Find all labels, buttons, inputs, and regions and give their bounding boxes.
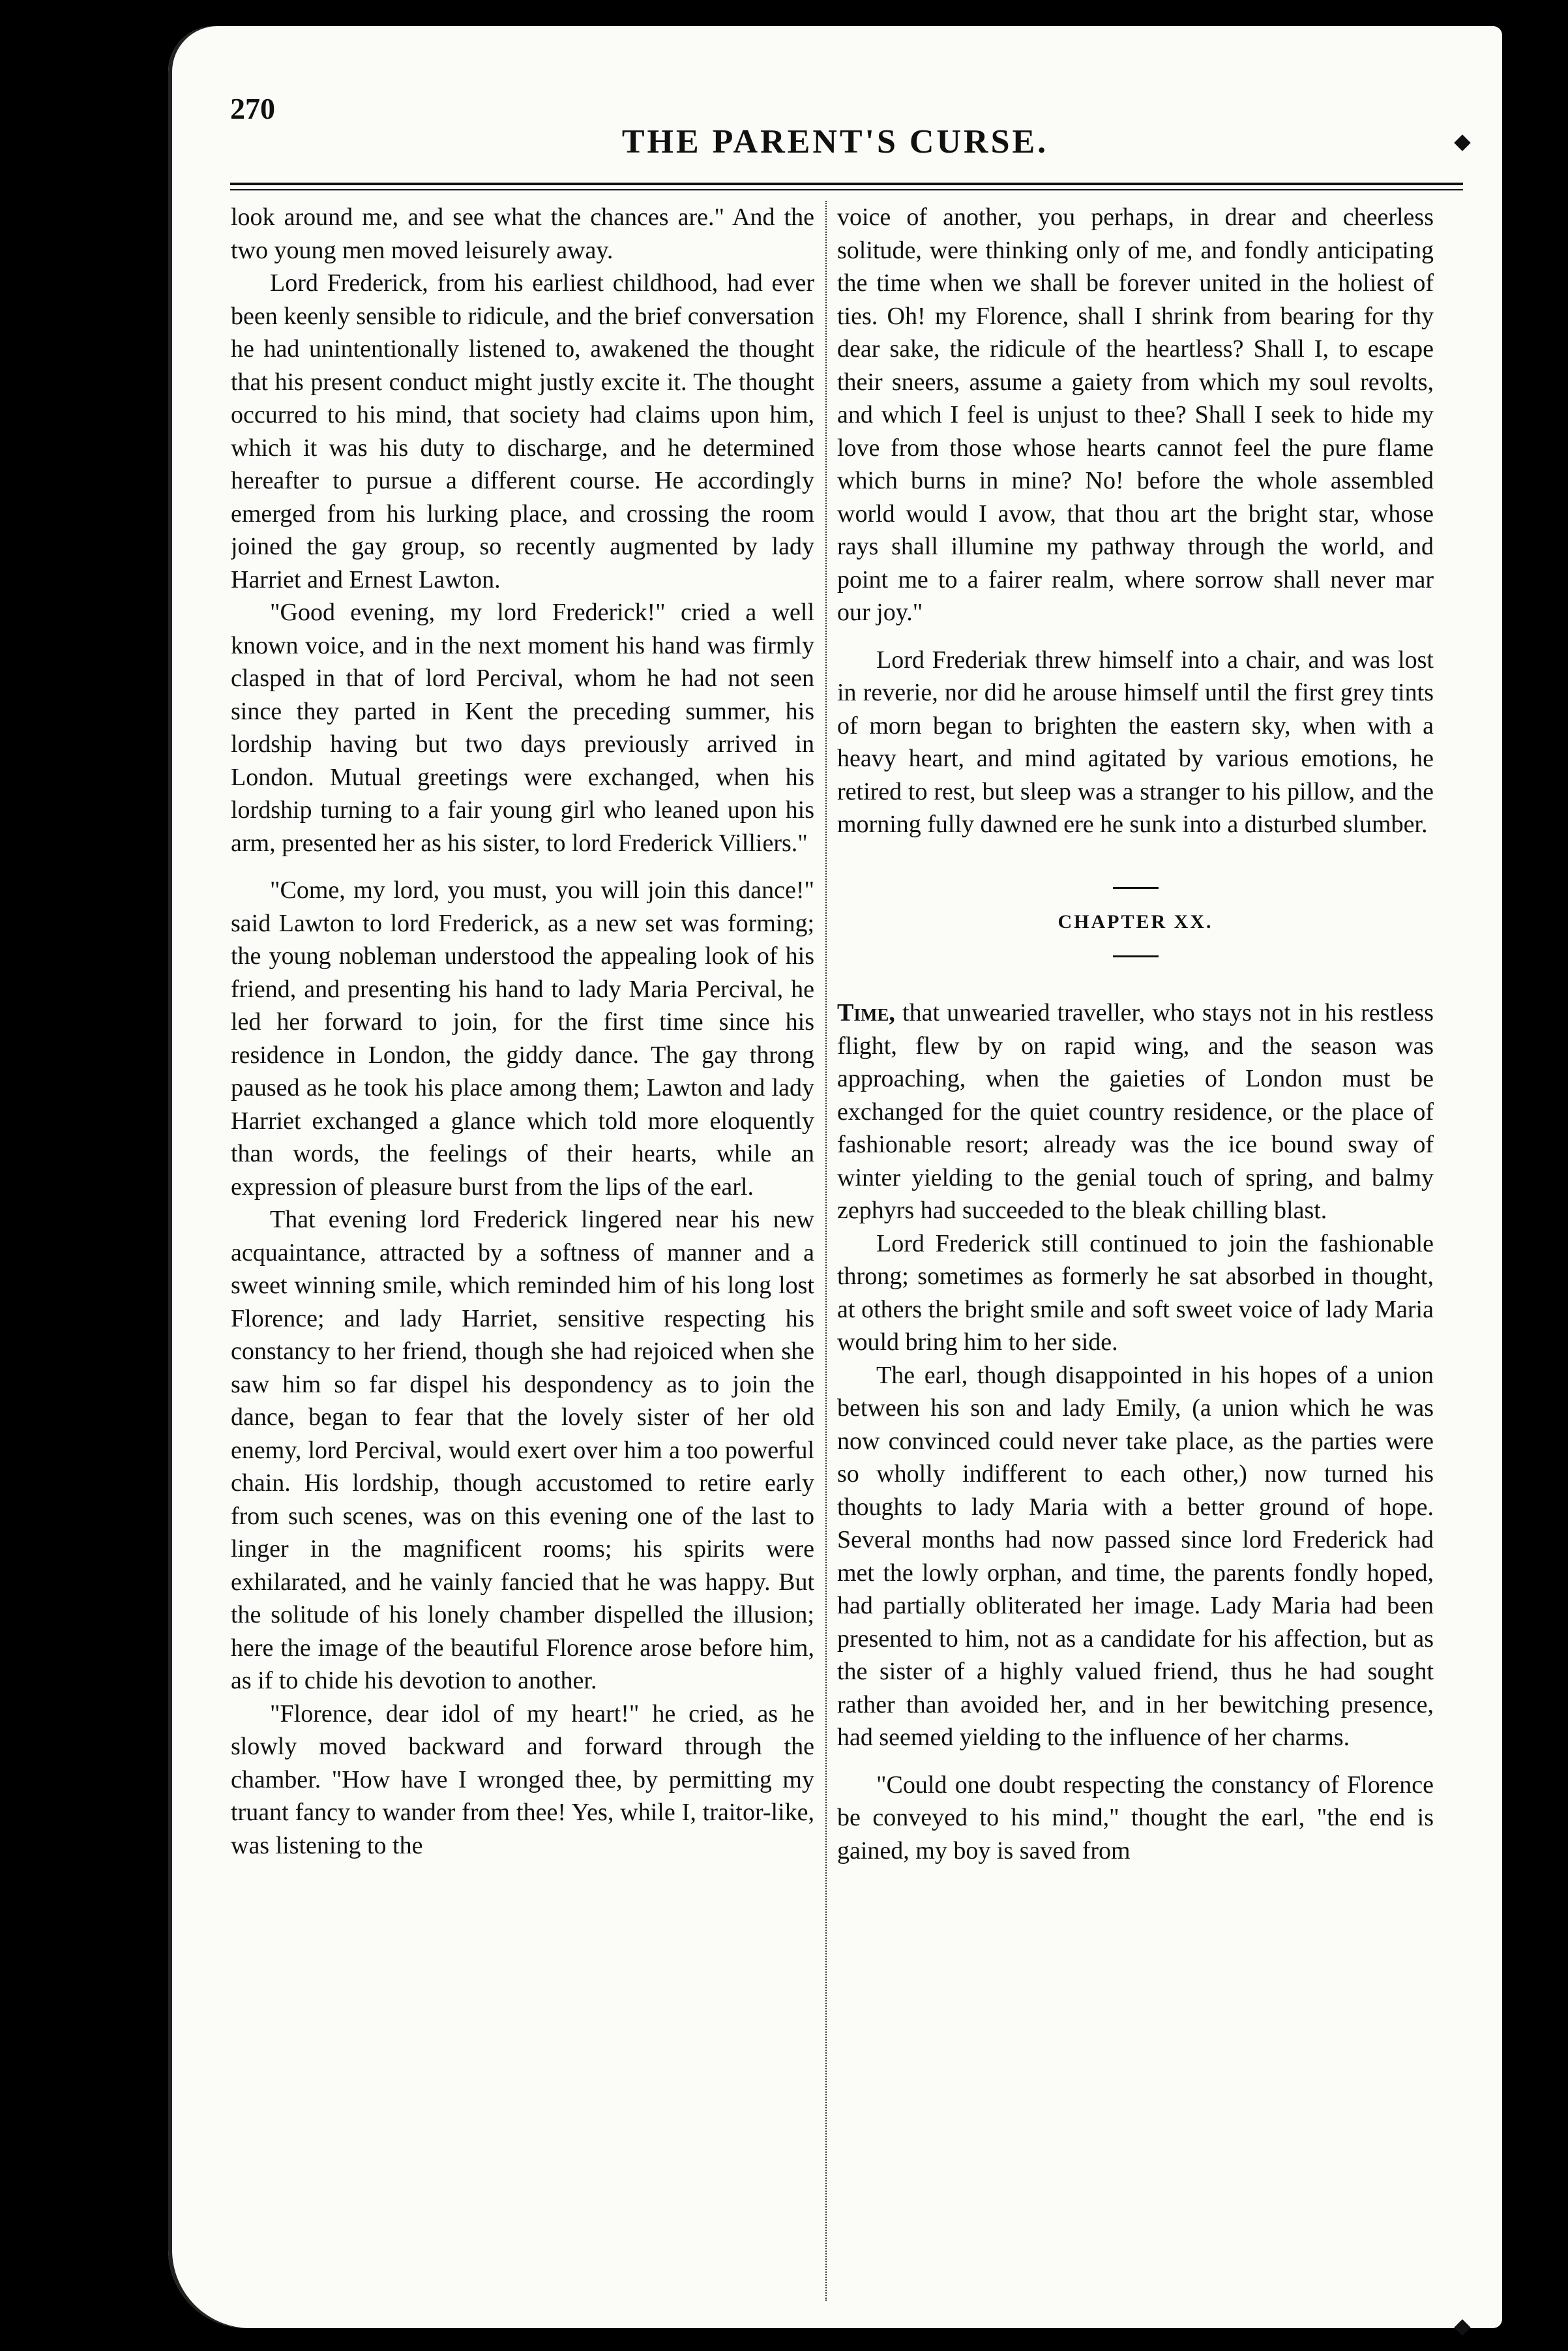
chapter-opening-paragraph	[837, 996, 1434, 1227]
page-number: 270	[230, 92, 275, 125]
chapter-rule-bottom	[1113, 955, 1159, 957]
paragraph: Lord Frederick still continued to join the fashionable throng; sometimes as formerly he sat absorbed in thought, at others the bright smile and soft sweet voice of lady Maria would bring him to her side.	[837, 1229, 1434, 1356]
chapter-heading: CHAPTER XX.	[1058, 910, 1213, 933]
chapter-first-word: Time,	[837, 999, 895, 1026]
left-column	[231, 201, 814, 2301]
book-page	[168, 26, 1502, 2328]
paragraph: Lord Frederiak threw himself into a chair, and was lost in reverie, nor did he arouse himself until the first grey tints of morn began to brighten the eastern sky, when with a heavy heart, and mind agitated by various emotions, he retired to rest, but sleep was a stranger to his pillow, and the morning fully dawned ere he sunk into a disturbed slumber.	[837, 646, 1434, 838]
chapter-rule-top	[1113, 887, 1159, 889]
running-title: THE PARENT'S CURSE.	[621, 123, 1049, 160]
paragraph: That evening lord Frederick lingered near his new acquaintance, attracted by a softness of manner and a sweet winning smile, which reminded him of his long lost Florence; and lady Harriet, sensitive respecting his constancy to her friend, though she had rejoiced when she saw him so far dispel his despondency as to join the dance, began to fear that the lovely sister of her old enemy, lord Percival, would exert over him a too powerful chain. His lordship, though accustomed to retire early from such scenes, was on this evening one of the last to linger in the magnificent rooms; his spirits were exhilarated, and he vainly fancied that he was happy. But the solitude of his lonely chamber dispelled the illusion; here the image of the beautiful Florence arose before him, as if to chide his devotion to another.	[231, 1206, 814, 1694]
paragraph: "Florence, dear idol of my heart!" he cried, as he slowly moved backward and forward through the chamber. "How have I wronged thee, by permitting my truant fancy to wander from thee! Yes, while I, traitor-like, was listening to the	[231, 1700, 814, 1859]
column-divider	[825, 201, 827, 2301]
ornament-diamond-bottom	[1454, 2319, 1470, 2335]
paragraph: "Could one doubt respecting the constancy of Florence be conveyed to his mind," thought the earl, "the end is gained, my boy is saved from	[837, 1771, 1434, 1864]
paragraph: "Come, my lord, you must, you will join this dance!" said Lawton to lord Frederick, as a new set was forming; the young nobleman understood the appealing look of his friend, and presenting his hand to lady Maria Percival, he led her forward to join, for the first time since his residence in London, the giddy dance. The gay throng paused as he took his place among them; Lawton and lady Harriet exchanged a glance which told more eloquently than words, the feelings of their hearts, while an expression of pleasure burst from the lips of the earl.	[231, 876, 814, 1201]
paragraph: The earl, though disappointed in his hopes of a union between his son and lady Emily, (a union which he was now convinced could never take place, as the parties were so wholly indifferent to each other,) now turned his thoughts to lady Maria with a better ground of hope. Several months had now passed since lord Frederick had met the lowly orphan, and time, the parents fondly hoped, had partially obliterated her image. Lady Maria had been presented to him, not as a candidate for his affection, but as the sister of a highly valued friend, thus he had sought rather than avoided her, and in her bewitching presence, had seemed yielding to the influence of her charms.	[837, 1361, 1434, 1751]
paragraph: "Good evening, my lord Frederick!" cried a well known voice, and in the next moment his hand was firmly clasped in that of lord Percival, whom he had not seen since they parted in Kent the preceding summer, his lordship having but two days previously arrived in London. Mutual greetings were exchanged, when his lordship turning to a fair young girl who leaned upon his arm, presented her as his sister, to lord Frederick Villiers."	[231, 599, 814, 857]
paragraph: look around me, and see what the chances are." And the two young men moved leisurely away.	[231, 203, 814, 264]
chapter-opening-text: that unwearied traveller, who stays not in his restless flight, flew by on rapid wing, and the season was approaching, when the gaieties of London must be exchanged for the quiet country residence, or the place of fashionable resort; already was the ice bound sway of winter yielding to the genial touch of spring, and balmy zephyrs had succeeded to the bleak chilling blast.	[837, 999, 1434, 1224]
paragraph: Lord Frederick, from his earliest childhood, had ever been keenly sensible to ridicule, and the brief conversation he had unintentionally listened to, awakened the thought that his present conduct might justly excite it. The thought occurred to his mind, that society had claims upon him, which it was his duty to discharge, and he determined hereafter to pursue a different course. He accordingly emerged from his lurking place, and crossing the room joined the gay group, so recently augmented by lady Harriet and Ernest Lawton.	[231, 269, 814, 593]
page-edge-shadow	[0, 0, 196, 2351]
paragraph: voice of another, you perhaps, in drear and cheerless solitude, were thinking only of me, and fondly anticipating the time when we shall be forever united in the holiest of ties. Oh! my Florence, shall I shrink from bearing for thy dear sake, the ridicule of the heartless? Shall I, to escape their sneers, assume a gaiety from which my soul revolts, and which I feel is unjust to thee? Shall I seek to hide my love from those whose hearts cannot feel the pure flame which burns in mine? No! before the whole assembled world would I avow, that thou art the bright star, whose rays shall illumine my pathway through the world, and point me to a fairer realm, where sorrow shall never mar our joy."	[837, 203, 1434, 626]
chapter-heading-block	[837, 887, 1434, 958]
header-rule	[230, 183, 1463, 185]
right-column	[837, 201, 1434, 2301]
